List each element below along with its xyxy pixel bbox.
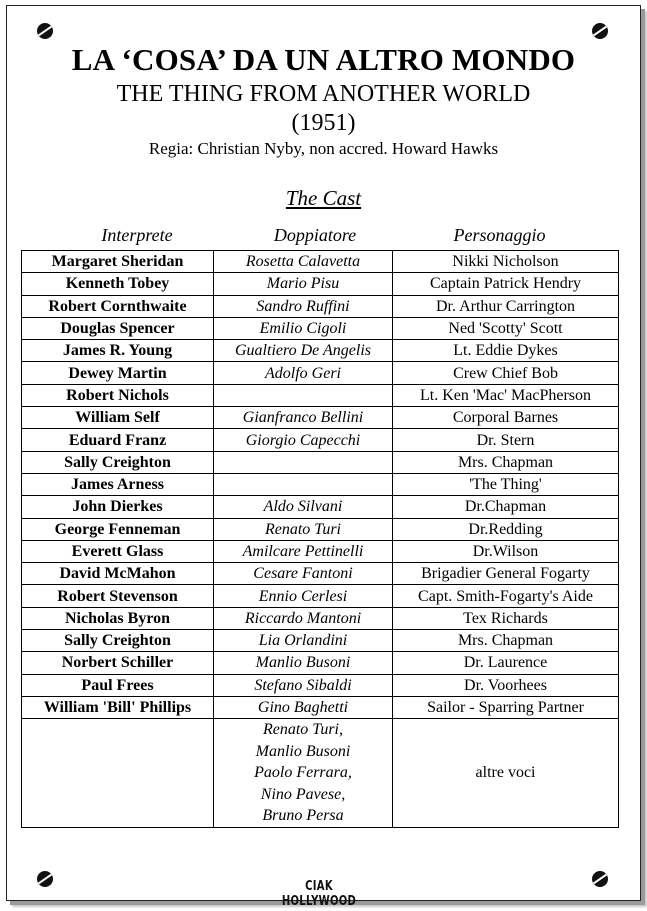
actor-cell: James R. Young — [22, 340, 214, 362]
role-cell: Lt. Ken 'Mac' MacPherson — [393, 384, 619, 406]
table-row — [22, 340, 619, 362]
table-row — [22, 518, 619, 540]
table-row — [22, 607, 619, 629]
actor-cell: William 'Bill' Phillips — [22, 696, 214, 718]
ciak-hollywood-logo: CIAK HOLLYWOOD — [281, 879, 357, 909]
actor-cell: David McMahon — [22, 563, 214, 585]
column-header-interprete: Interprete — [101, 225, 173, 245]
table-row — [22, 273, 619, 295]
table-row — [22, 317, 619, 339]
table-row — [22, 496, 619, 518]
release-year: (1951) — [291, 110, 356, 136]
dubber-cell: Renato Turi — [214, 518, 393, 540]
table-row — [22, 384, 619, 406]
role-cell: Dr. Stern — [393, 429, 619, 451]
dubber-cell: Gino Baghetti — [214, 696, 393, 718]
role-cell: Crew Chief Bob — [393, 362, 619, 384]
table-row — [22, 585, 619, 607]
role-cell: Sailor - Sparring Partner — [393, 696, 619, 718]
role-cell: Dr.Redding — [393, 518, 619, 540]
actor-cell-empty — [22, 719, 214, 828]
table-row — [22, 674, 619, 696]
dubber-cell: Gualtiero De Angelis — [214, 340, 393, 362]
dubber-cell: Gianfranco Bellini — [214, 407, 393, 429]
role-cell: Corporal Barnes — [393, 407, 619, 429]
dubber-line: Renato Turi, — [262, 721, 343, 739]
table-row — [22, 652, 619, 674]
table-row — [22, 451, 619, 473]
dubber-cell: Stefano Sibaldi — [214, 674, 393, 696]
role-cell: Lt. Eddie Dykes — [393, 340, 619, 362]
table-row — [22, 696, 619, 718]
dubber-line: Bruno Persa — [262, 807, 344, 825]
role-cell: Dr. Voorhees — [393, 674, 619, 696]
role-cell: 'The Thing' — [393, 473, 619, 495]
actor-cell: Robert Stevenson — [22, 585, 214, 607]
table-row — [22, 473, 619, 495]
cast-table — [21, 250, 619, 828]
role-cell: Dr.Wilson — [393, 540, 619, 562]
role-cell: Dr. Laurence — [393, 652, 619, 674]
actor-cell: Dewey Martin — [22, 362, 214, 384]
role-cell: Nikki Nicholson — [393, 251, 619, 273]
column-header-personaggio: Personaggio — [453, 225, 546, 245]
table-row — [22, 630, 619, 652]
pin-hole-top-right-icon — [592, 23, 608, 39]
column-header-doppiatore: Doppiatore — [273, 225, 357, 245]
actor-cell: Sally Creighton — [22, 630, 214, 652]
table-row — [22, 407, 619, 429]
director-credit: Regia: Christian Nyby, non accred. Howard Hawks — [148, 139, 499, 158]
role-cell: Captain Patrick Hendry — [393, 273, 619, 295]
dubber-cell: Manlio Busoni — [214, 652, 393, 674]
dubber-line: Manlio Busoni — [255, 742, 351, 760]
other-voices-role: altre voci — [393, 719, 619, 828]
dubber-cell — [214, 451, 393, 473]
dubber-cell: Lia Orlandini — [214, 630, 393, 652]
table-row — [22, 429, 619, 451]
actor-cell: Margaret Sheridan — [22, 251, 214, 273]
pin-hole-top-left-icon — [37, 23, 53, 39]
table-row — [22, 251, 619, 273]
role-cell: Tex Richards — [393, 607, 619, 629]
table-row-other-voices — [22, 719, 619, 828]
dubber-cell — [214, 473, 393, 495]
actor-cell: Paul Frees — [22, 674, 214, 696]
cast-heading: The Cast — [285, 186, 362, 210]
table-row — [22, 295, 619, 317]
dubber-cell: Sandro Ruffini — [214, 295, 393, 317]
dubber-line: Nino Pavese, — [260, 785, 346, 803]
english-title: THE THING FROM ANOTHER WORLD — [116, 81, 531, 107]
actor-cell: William Self — [22, 407, 214, 429]
actor-cell: Robert Nichols — [22, 384, 214, 406]
dubber-cell: Adolfo Geri — [214, 362, 393, 384]
dubber-cell: Riccardo Mantoni — [214, 607, 393, 629]
role-cell: Dr.Chapman — [393, 496, 619, 518]
role-cell: Brigadier General Fogarty — [393, 563, 619, 585]
actor-cell: Eduard Franz — [22, 429, 214, 451]
dubber-cell: Mario Pisu — [214, 273, 393, 295]
pin-hole-bottom-left-icon — [37, 871, 53, 887]
dubber-line: Paolo Ferrara, — [254, 764, 352, 782]
italian-title: LA ‘COSA’ DA UN ALTRO MONDO — [71, 42, 576, 77]
role-cell: Mrs. Chapman — [393, 630, 619, 652]
table-row — [22, 362, 619, 384]
pin-hole-bottom-right-icon — [592, 871, 608, 887]
table-row — [22, 563, 619, 585]
dubber-cell: Emilio Cigoli — [214, 317, 393, 339]
actor-cell: Douglas Spencer — [22, 317, 214, 339]
actor-cell: Everett Glass — [22, 540, 214, 562]
actor-cell: Kenneth Tobey — [22, 273, 214, 295]
dubber-cell: Ennio Cerlesi — [214, 585, 393, 607]
dubber-cell — [214, 384, 393, 406]
role-cell: Capt. Smith-Fogarty's Aide — [393, 585, 619, 607]
actor-cell: Robert Cornthwaite — [22, 295, 214, 317]
dubber-cell: Cesare Fantoni — [214, 563, 393, 585]
cast-card — [6, 5, 641, 909]
dubber-cell: Amilcare Pettinelli — [214, 540, 393, 562]
role-cell: Ned 'Scotty' Scott — [393, 317, 619, 339]
role-cell: Dr. Arthur Carrington — [393, 295, 619, 317]
actor-cell: Norbert Schiller — [22, 652, 214, 674]
actor-cell: Nicholas Byron — [22, 607, 214, 629]
role-cell: Mrs. Chapman — [393, 451, 619, 473]
actor-cell: Sally Creighton — [22, 451, 214, 473]
dubber-cell: Giorgio Capecchi — [214, 429, 393, 451]
table-row — [22, 540, 619, 562]
actor-cell: George Fenneman — [22, 518, 214, 540]
dubber-cell: Aldo Silvani — [214, 496, 393, 518]
actor-cell: James Arness — [22, 473, 214, 495]
actor-cell: John Dierkes — [22, 496, 214, 518]
dubber-cell: Rosetta Calavetta — [214, 251, 393, 273]
other-voices-dubbers — [214, 719, 393, 828]
